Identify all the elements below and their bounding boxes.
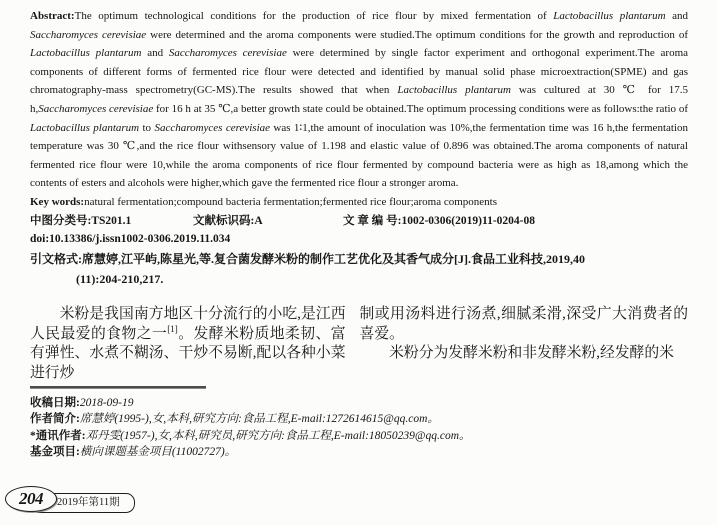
article-no-value: 1002-0306(2019)11-0204-08 — [401, 214, 535, 227]
body-paragraph: 米粉是我国南方地区十分流行的小吃,是江西人民最爱的食物之一[1]。发酵米粉质地柔韧、富有弹性、水煮不糊汤、干炒不易断,配以各种小菜进行炒 — [30, 306, 346, 381]
body-columns — [0, 289, 717, 383]
doc-code-item — [193, 212, 343, 231]
fund-line — [30, 444, 688, 460]
fund-value: 横向课题基金项目(11002727)。 — [79, 445, 237, 458]
page-footer — [0, 485, 220, 517]
left-column — [30, 305, 346, 383]
fund-label: 基金项目: — [30, 445, 80, 458]
article-no-item — [343, 212, 535, 231]
corresponding-author-line — [30, 428, 688, 444]
received-date-label: 收稿日期: — [30, 397, 80, 410]
doc-code-label: 文献标识码: — [193, 214, 255, 227]
article-no-label: 文 章 编 号: — [343, 214, 402, 227]
clc-label: 中图分类号: — [30, 214, 92, 227]
footnote-rule — [30, 386, 206, 389]
citation-line-1 — [30, 249, 688, 269]
clc-value: TS201.1 — [91, 214, 132, 227]
right-column — [360, 305, 688, 383]
doc-code-value: A — [254, 214, 263, 227]
keywords-label: Key words: — [30, 195, 85, 208]
author-bio-line — [30, 411, 688, 427]
received-date-value: 2018-09-19 — [79, 397, 134, 410]
classification-line — [30, 212, 688, 231]
abstract-paragraph — [30, 7, 688, 193]
corresponding-author-value: 邓丹雯(1957-),女,本科,研究员,研究方向:食品工程,E-mail:18050239@qq.com。 — [85, 429, 471, 442]
citation-line-2: (11):204-210,217. — [76, 272, 164, 287]
corresponding-author-label: *通讯作者: — [30, 429, 86, 442]
keywords-text: natural fermentation;compound bacteria fermentation;fermented rice flour;aroma components — [84, 195, 498, 208]
abstract-label: Abstract: — [30, 10, 75, 22]
received-date-line — [30, 395, 688, 411]
author-bio-label: 作者简介: — [30, 413, 80, 426]
citation-text: 席慧婷,江平屿,陈星光,等.复合菌发酵米粉的制作工艺优化及其香气成分[J].食品工业科技,2019,40 — [82, 252, 585, 267]
doi-line: doi:10.13386/j.issn1002-0306.2019.11.034 — [30, 233, 231, 246]
issue-badge: 2019年第11期 — [30, 493, 135, 513]
abstract-text: The optimum technological conditions for the production of rice flour by mixed fermentation of Lactobacillus plantarum and Saccharomyces cerevisiae were determined and the aroma components were studied.The optimum conditions for the growth and reproduction of Lactobacillus plantarum and Saccharomyces cerevisiae were determined by single factor experiment and orthogonal experiment.The aroma components of different forms of fermented rice flour were detected and identified by manual solid phase microextraction(SPME) and gas chromatography-mass spectrometry(GC-MS).The results showed that when Lactobacillus plantarum was cultured at 30 ℃ for 17.5 h,Saccharomyces cerevisiae for 16 h at 35 ℃,a better growth state could be obtained.The optimum processing conditions were as follows:the ratio of Lactobacillus plantarum to Saccharomyces cerevisiae was 1∶1,the amount of inoculation was 10%,the fermentation time was 16 h,the fermentation temperature was 30 ℃,and the rice flour withsensory value of 1.198 and elastic value of 0.896 was obtained.The aroma components of natural fermented rice flour were 10,while the aroma components of rice flour fermented by compound bacteria were as high as 18,among which the contents of esters and alcohols were higher,which gave the fermented rice flour a stronger aroma. — [30, 10, 689, 190]
citation-label: 引文格式: — [30, 252, 82, 267]
footnote-section — [0, 386, 717, 460]
page-number: 204 — [19, 489, 43, 508]
clc-item — [30, 212, 193, 231]
citation-block — [30, 249, 688, 289]
keywords-line — [30, 193, 688, 212]
body-paragraph: 制或用汤料进行汤煮,细腻柔滑,深受广大消费者的喜爱。 — [359, 306, 688, 342]
body-paragraph: 米粉分为发酵米粉和非发酵米粉,经发酵的米 — [389, 345, 674, 362]
author-bio-value: 席慧婷(1995-),女,本科,研究方向:食品工程,E-mail:1272614615@qq.com。 — [79, 413, 439, 426]
page-number-badge — [5, 486, 57, 512]
